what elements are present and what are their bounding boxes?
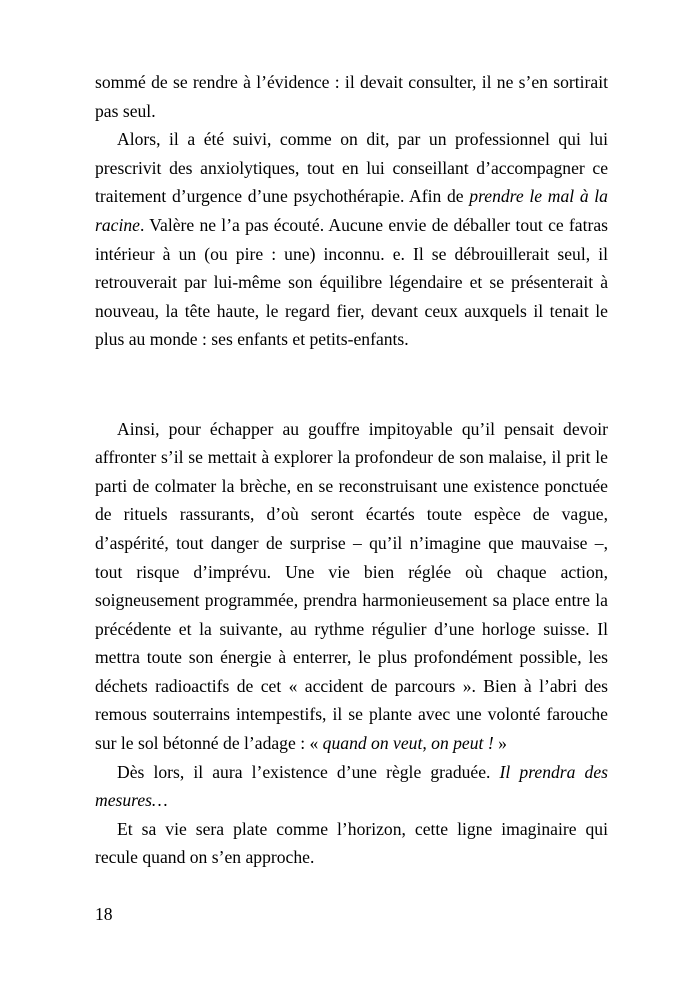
text-run: Dès lors, il aura l’existence d’une règle graduée. [117,761,500,782]
text-run: Et sa vie sera plate comme l’horizon, cette ligne imaginaire qui recule quand on s’en approche. [95,818,608,868]
italic-run: prendre le mal à la racine [95,186,608,235]
paragraph [95,68,608,125]
text-run: sommé de se rendre à l’évidence : il devait consulter, il ne s’en sortirait pas seul. [95,72,608,121]
text-run: . Valère ne l’a pas écouté. Aucune envie de déballer tout ce fatras intérieur à un (ou pire : une) inconnu. e. Il se débrouillerait seul, il retrouverait par lui-même son équilibre légendaire et se présenterait à nouveau, la tête haute, le regard fier, devant ceux auxquels il tenait le plus au monde : ses enfants et petits-enfants. [95,214,608,350]
page-body [95,68,608,872]
text-run: » [493,733,507,754]
italic-run: Il prendra des mesures… [95,761,608,811]
paragraph [95,125,608,354]
text-run: Ainsi, pour échapper au gouffre impitoyable qu’il pensait devoir affronter s’il se mettait à explorer la profondeur de son malaise, il prit le parti de colmater la brèche, en se reconstruisant une existence ponctuée de rituels rassurants, d’où seront écartés toute espèce de vague, d’aspérité, tout danger de surprise – qu’il n’imagine que mauvaise –, tout risque d’imprévu. Une vie bien réglée où chaque action, soigneusement programmée, prendra harmonieusement sa place entre la précédente et la suivante, au rythme régulier d’une horloge suisse. Il mettra toute son énergie à enterrer, le plus profondément possible, les déchets radioactifs de cet « accident de parcours ». Bien à l’abri des remous souterrains intempestifs, il se plante avec une volonté farouche sur le sol bétonné de l’adage : « [95,418,608,754]
blank-line [95,370,608,399]
paragraph [95,758,608,815]
paragraph [95,415,608,758]
paragraph [95,815,608,872]
italic-run: quand on veut, on peut ! [322,733,494,754]
page-number: 18 [95,904,113,924]
text-run: Alors, il a été suivi, comme on dit, par un professionnel qui lui prescrivit des anxiolytiques, tout en lui conseillant d’accompagner ce traitement d’urgence d’une psychothérapie. Afin de [95,129,608,207]
